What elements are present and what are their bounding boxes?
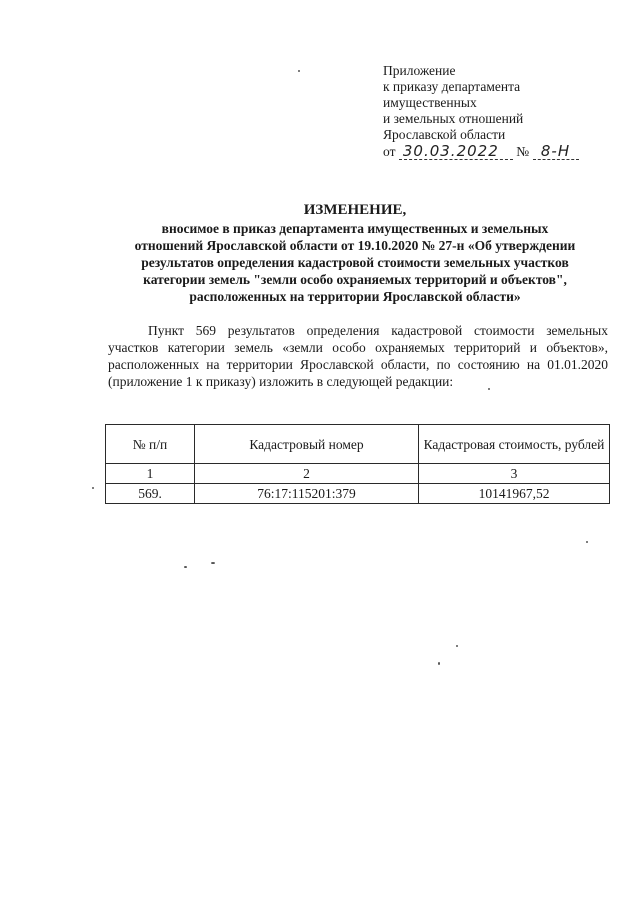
title-line: расположенных на территории Ярославской области»	[189, 289, 521, 304]
scan-speck	[586, 541, 588, 543]
number-label: №	[516, 144, 530, 159]
scan-speck	[438, 662, 440, 665]
row-cadastral-value-cell: 10141967,52	[419, 484, 610, 504]
appendix-date-number-row	[383, 143, 579, 160]
header-cell-cadastral-value: Кадастровая стоимость, рублей	[419, 425, 610, 464]
from-label: от	[383, 144, 396, 159]
appendix-block	[383, 63, 579, 160]
scan-speck	[456, 645, 458, 647]
document-title	[95, 200, 615, 305]
title-heading: ИЗМЕНЕНИЕ,	[303, 202, 407, 218]
title-line: результатов определения кадастровой стоимости земельных участков	[141, 255, 569, 270]
scan-speck	[92, 487, 94, 489]
table-index-row	[106, 464, 610, 484]
appendix-line: и земельных отношений	[383, 111, 524, 126]
handwritten-number: 8-Н	[533, 143, 579, 160]
row-number-cell: 569.	[106, 484, 195, 504]
index-cell: 1	[106, 464, 195, 484]
index-cell: 3	[419, 464, 610, 484]
appendix-line: имущественных	[383, 95, 477, 110]
table-row	[106, 484, 610, 504]
title-line: категории земель "земли особо охраняемых территорий и объектов",	[143, 272, 567, 287]
title-line: вносимое в приказ департамента имущественных и земельных	[161, 221, 549, 236]
row-cadastral-number-cell: 76:17:115201:379	[195, 484, 419, 504]
table-header-row	[106, 425, 610, 464]
scan-speck	[298, 70, 300, 72]
body-paragraph: Пункт 569 результатов определения кадастровой стоимости земельных участков категории земель «земли особо охраняемых территорий и объектов», расположенных на территории Ярославской области, по состоянию на 01.01.2020 (приложение 1 к приказу) изложить в следующей редакции:	[108, 323, 608, 389]
appendix-line: Приложение	[383, 63, 456, 78]
index-cell: 2	[195, 464, 419, 484]
appendix-line: Ярославской области	[383, 127, 506, 142]
header-cell-cadastral-number: Кадастровый номер	[195, 425, 419, 464]
cadastral-table	[105, 424, 610, 504]
scan-speck	[211, 562, 215, 564]
header-cell-number: № п/п	[106, 425, 195, 464]
handwritten-date: 30.03.2022	[399, 143, 513, 160]
title-line: отношений Ярославской области от 19.10.2020 № 27-н «Об утверждении	[134, 238, 576, 253]
appendix-line: к приказу департамента	[383, 79, 521, 94]
scan-speck	[184, 566, 187, 568]
scan-speck	[488, 388, 490, 390]
